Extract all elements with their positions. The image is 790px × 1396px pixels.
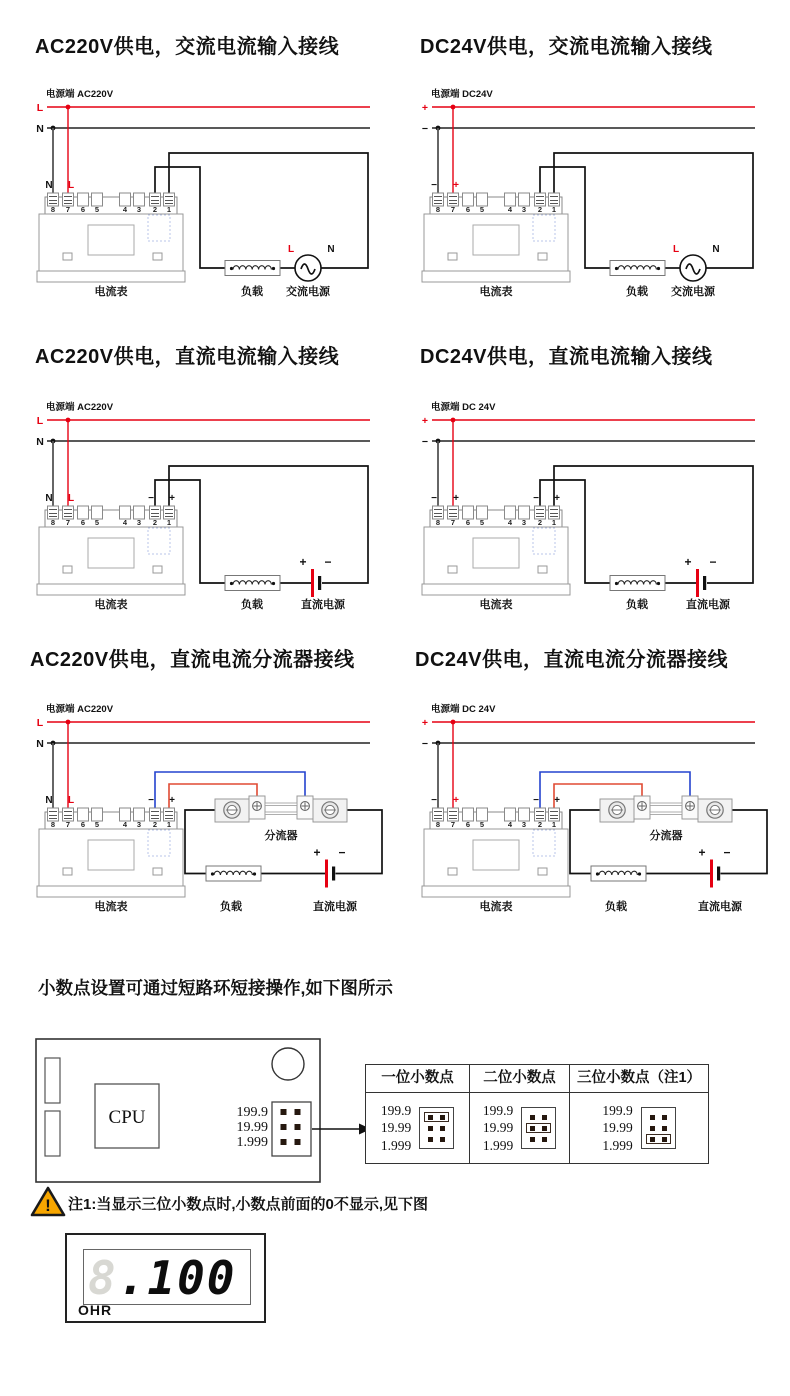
source-caption: 交流电源 [286,286,330,298]
ammeter [422,506,570,595]
load [610,576,665,591]
terminal7-label: + [453,180,459,191]
terminal2-label: − [148,795,154,806]
shunt [600,796,732,822]
wiring-diagram-ac220-dc-input [30,398,402,626]
shunt-caption: 分流器 [649,830,683,842]
range-values: 199.9 19.99 1.999 [482,1102,514,1153]
power-terminal-label: 电源端 DC 24V [431,704,496,715]
dc-source [313,846,345,888]
input-wire-outer [554,466,753,583]
input-wire-outer [169,466,368,583]
diagram-title-2: DC24V供电，交流电流输入接线 [420,36,713,58]
meter-caption: 电流表 [94,286,128,298]
shunt-load-wire [185,810,215,874]
ac-source [680,255,706,281]
bus-top-label: L [36,415,44,427]
ammeter [37,506,185,595]
terminal7-label: + [453,795,459,806]
source-caption: 直流电源 [313,901,357,913]
table-header-2: 二位小数点 [469,1065,569,1092]
load [225,261,280,276]
power-terminal-label: 电源端 DC 24V [431,402,496,413]
wiring-diagram-dc24-ac-input [415,85,787,313]
wiring-diagram-dc24-shunt [415,700,787,928]
range-values: 199.9 19.99 1.999 [380,1102,412,1153]
terminal8-label: N [45,180,53,191]
meter-caption: 电流表 [94,901,128,913]
table-header-3: 三位小数点（注1） [569,1065,708,1092]
board-value-3: 1.999 [236,1135,268,1150]
terminal7-label: L [67,795,75,806]
terminal7-label: L [67,180,75,191]
table-header-row [366,1065,708,1093]
diagram-title-3: AC220V供电，直流电流输入接线 [35,346,340,368]
terminal1-label: + [554,493,560,504]
shunt [215,796,347,822]
pcb-connector-slot [45,1058,60,1103]
source-n-label: N [327,244,335,255]
terminal8-label: − [431,795,437,806]
terminal8-label: N [45,795,53,806]
source-caption: 直流电源 [301,599,345,611]
load [225,576,280,591]
jumper-block [641,1107,676,1149]
meter-caption: 电流表 [479,599,513,611]
wiring-diagram-dc24-dc-input [415,398,787,626]
dc-source [698,846,730,888]
pcb-hole [272,1048,304,1080]
table-header-1: 一位小数点 [381,1070,454,1086]
range-values: 199.9 19.99 1.999 [602,1102,633,1153]
terminal8-label: N [45,493,53,504]
pcb-board-figure [35,1038,375,1188]
bus-bottom-label: N [36,738,44,750]
terminal1-label: + [554,795,560,806]
terminal8-label: − [431,180,437,191]
ammeter [422,193,570,282]
source-caption: 交流电源 [671,286,715,298]
bus-bottom-label: N [36,123,44,135]
terminal2-label: − [148,493,154,504]
svg-text:!: ! [45,1196,51,1215]
bus-top-label: + [421,717,429,729]
terminal8-label: − [431,493,437,504]
table-body-row [366,1093,708,1163]
decimal-section-heading: 小数点设置可通过短路环短接操作,如下图所示 [38,978,393,998]
ammeter [37,193,185,282]
note-1: 注1:当显示三位小数点时,小数点前面的0不显示,见下图 [68,1196,429,1213]
load [206,866,261,881]
bus-top-label: + [421,415,429,427]
shunt-load-wire [570,810,600,874]
ac-source [295,255,321,281]
jumper-cell-0 [366,1093,469,1163]
source-caption: 直流电源 [698,901,742,913]
power-terminal-label: 电源端 AC220V [46,402,114,413]
jumper-block [419,1107,454,1149]
terminal7-label: L [67,493,75,504]
ammeter [37,808,185,897]
input-wire-outer [554,153,753,268]
bus-top-label: L [36,717,44,729]
load [591,866,646,881]
meter-caption: 电流表 [479,901,513,913]
meter-caption: 电流表 [479,286,513,298]
terminal1-label: + [169,493,175,504]
terminal2-label: − [533,493,539,504]
load-caption: 负载 [605,901,627,913]
shunt-caption: 分流器 [264,830,298,842]
jumper-header [272,1102,311,1156]
jumper-cell-2 [569,1093,708,1163]
ammeter [422,808,570,897]
diagram-title-6: DC24V供电，直流电流分流器接线 [415,649,728,671]
load-caption: 负载 [220,901,242,913]
pcb-connector-slot [45,1111,60,1156]
ghost-digit: 8 [88,1251,118,1305]
bus-bottom-label: N [36,436,44,448]
load [610,261,665,276]
warning-triangle-icon [30,1186,66,1218]
diagram-title-4: DC24V供电，直流电流输入接线 [420,346,713,368]
board-value-2: 19.99 [236,1120,268,1135]
power-terminal-label: 电源端 DC24V [431,89,493,100]
load-caption: 负载 [241,599,263,611]
source-l-label: L [287,244,295,255]
decimal-jumper-table [365,1064,709,1164]
display-value: .100 [117,1251,237,1305]
dc-source [684,555,716,597]
source-caption: 直流电源 [686,599,730,611]
jumper-block [521,1107,556,1149]
bus-top-label: L [36,102,44,114]
source-n-label: N [712,244,720,255]
jumper-cell-1 [469,1093,569,1163]
diagram-title-1: AC220V供电，交流电流输入接线 [35,36,340,58]
input-wire-outer [169,153,368,268]
wiring-diagram-ac220-ac-input [30,85,402,313]
load-caption: 负载 [626,599,648,611]
source-l-label: L [672,244,680,255]
seven-segment-display [83,1249,251,1305]
diagram-title-5: AC220V供电，直流电流分流器接线 [30,649,355,671]
bus-bottom-label: − [421,738,429,750]
brand-logo: OHR [78,1302,113,1318]
terminal1-label: + [169,795,175,806]
board-value-1: 199.9 [236,1105,268,1120]
load-caption: 负载 [241,286,263,298]
cpu-label: CPU [108,1107,146,1128]
bus-bottom-label: − [421,123,429,135]
bus-top-label: + [421,102,429,114]
wiring-diagram-ac220-shunt [30,700,402,928]
display-panel [65,1233,266,1323]
bus-bottom-label: − [421,436,429,448]
power-terminal-label: 电源端 AC220V [46,704,114,715]
dc-source [299,555,331,597]
power-terminal-label: 电源端 AC220V [46,89,114,100]
terminal7-label: + [453,493,459,504]
terminal2-label: − [533,795,539,806]
meter-caption: 电流表 [94,599,128,611]
load-caption: 负载 [626,286,648,298]
